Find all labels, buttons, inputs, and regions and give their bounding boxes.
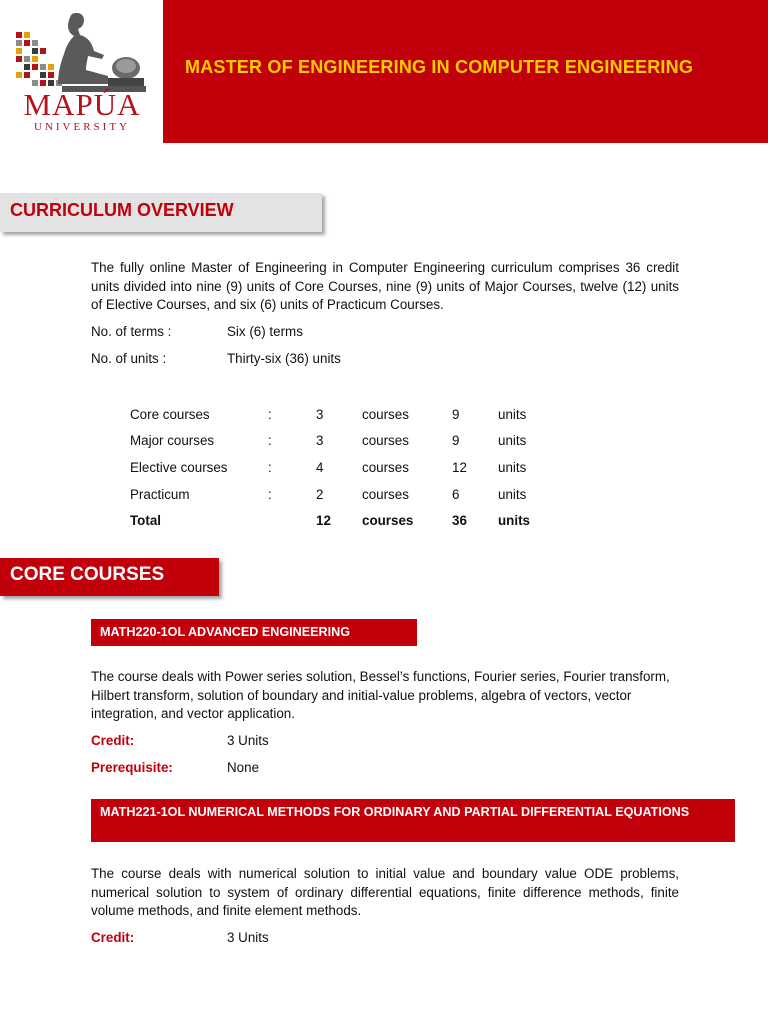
table-row <box>130 428 548 455</box>
row-separator: : <box>268 459 272 475</box>
row-name: Core courses <box>130 406 210 422</box>
row-unit-count: 36 <box>452 513 467 529</box>
row-course-count: 3 <box>316 433 324 449</box>
row-course-count: 4 <box>316 459 324 475</box>
university-logo <box>0 0 163 143</box>
table-row <box>130 454 548 481</box>
row-unit-count: 6 <box>452 486 460 502</box>
units-value: Thirty-six (36) units <box>227 351 341 366</box>
course-title-bar <box>91 799 735 842</box>
page-title: MASTER OF ENGINEERING IN COMPUTER ENGINEERING <box>185 57 694 77</box>
row-units-word: units <box>498 459 527 475</box>
logo-subtitle: UNIVERSITY <box>34 121 130 133</box>
header-banner <box>163 0 768 143</box>
row-separator: : <box>268 406 272 422</box>
row-units-word: units <box>498 406 527 422</box>
logo-name: MAPÚA <box>23 87 141 122</box>
row-course-count: 2 <box>316 486 324 502</box>
row-name: Elective courses <box>130 459 228 475</box>
row-units-word: units <box>498 433 527 449</box>
row-units-word: units <box>498 513 530 529</box>
row-unit-count: 9 <box>452 406 460 422</box>
section-title: CORE COURSES <box>10 564 165 585</box>
course-title: MATH220-1OL ADVANCED ENGINEERING <box>100 625 351 639</box>
row-unit-count: 12 <box>452 459 467 475</box>
row-separator: : <box>268 486 272 502</box>
table-row <box>130 481 548 508</box>
row-unit-count: 9 <box>452 433 460 449</box>
total-row <box>130 507 548 534</box>
course-description: The course deals with Power series solution, Bessel’s functions, Fourier series, Fourier transform, Hilbert transform, solution of boundary and initial-value problems, algebra of vectors, vector integration, and vector application. <box>91 669 670 721</box>
units-summary-table <box>130 401 548 534</box>
row-name: Practicum <box>130 486 190 502</box>
row-separator <box>268 507 316 534</box>
row-courses-word: courses <box>362 459 409 475</box>
credit-label: Credit: <box>91 733 135 748</box>
credit-label: Credit: <box>91 930 135 945</box>
overview-intro: The fully online Master of Engineering in Computer Engineering curriculum comprises 36 credit units divided into nine (9) units of Core Courses, nine (9) units of Major Courses, twelve (12) units of Elective Courses, and six (6) units of Practicum Courses. <box>91 260 679 312</box>
row-courses-word: courses <box>362 406 409 422</box>
row-name: Major courses <box>130 433 215 449</box>
row-name: Total <box>130 513 161 529</box>
row-units-word: units <box>498 486 527 502</box>
units-label: No. of units : <box>91 351 167 366</box>
logo-emblem-icon <box>14 10 154 94</box>
row-courses-word: courses <box>362 513 414 529</box>
row-courses-word: courses <box>362 486 409 502</box>
prerequisite-label: Prerequisite: <box>91 760 173 775</box>
credit-value: 3 Units <box>227 733 269 748</box>
section-title: CURRICULUM OVERVIEW <box>10 200 234 220</box>
prerequisite-value: None <box>227 760 260 775</box>
curriculum-overview-heading <box>0 193 322 232</box>
row-course-count: 12 <box>316 513 331 529</box>
table-row <box>130 401 548 428</box>
terms-value: Six (6) terms <box>227 324 303 339</box>
credit-value: 3 Units <box>227 930 269 945</box>
row-courses-word: courses <box>362 433 409 449</box>
course-title: MATH221-1OL NUMERICAL METHODS FOR ORDINARY AND PARTIAL DIFFERENTIAL EQUATIONS <box>100 805 690 819</box>
course-title-bar <box>91 619 417 646</box>
course-description: The course deals with numerical solution to initial value and boundary value ODE problems, numerical solution to system of ordinary differential equations, finite difference methods, finite volume methods, and finite element methods. <box>91 866 679 918</box>
row-separator: : <box>268 433 272 449</box>
core-courses-heading <box>0 558 219 596</box>
row-course-count: 3 <box>316 406 324 422</box>
terms-label: No. of terms : <box>91 324 172 339</box>
